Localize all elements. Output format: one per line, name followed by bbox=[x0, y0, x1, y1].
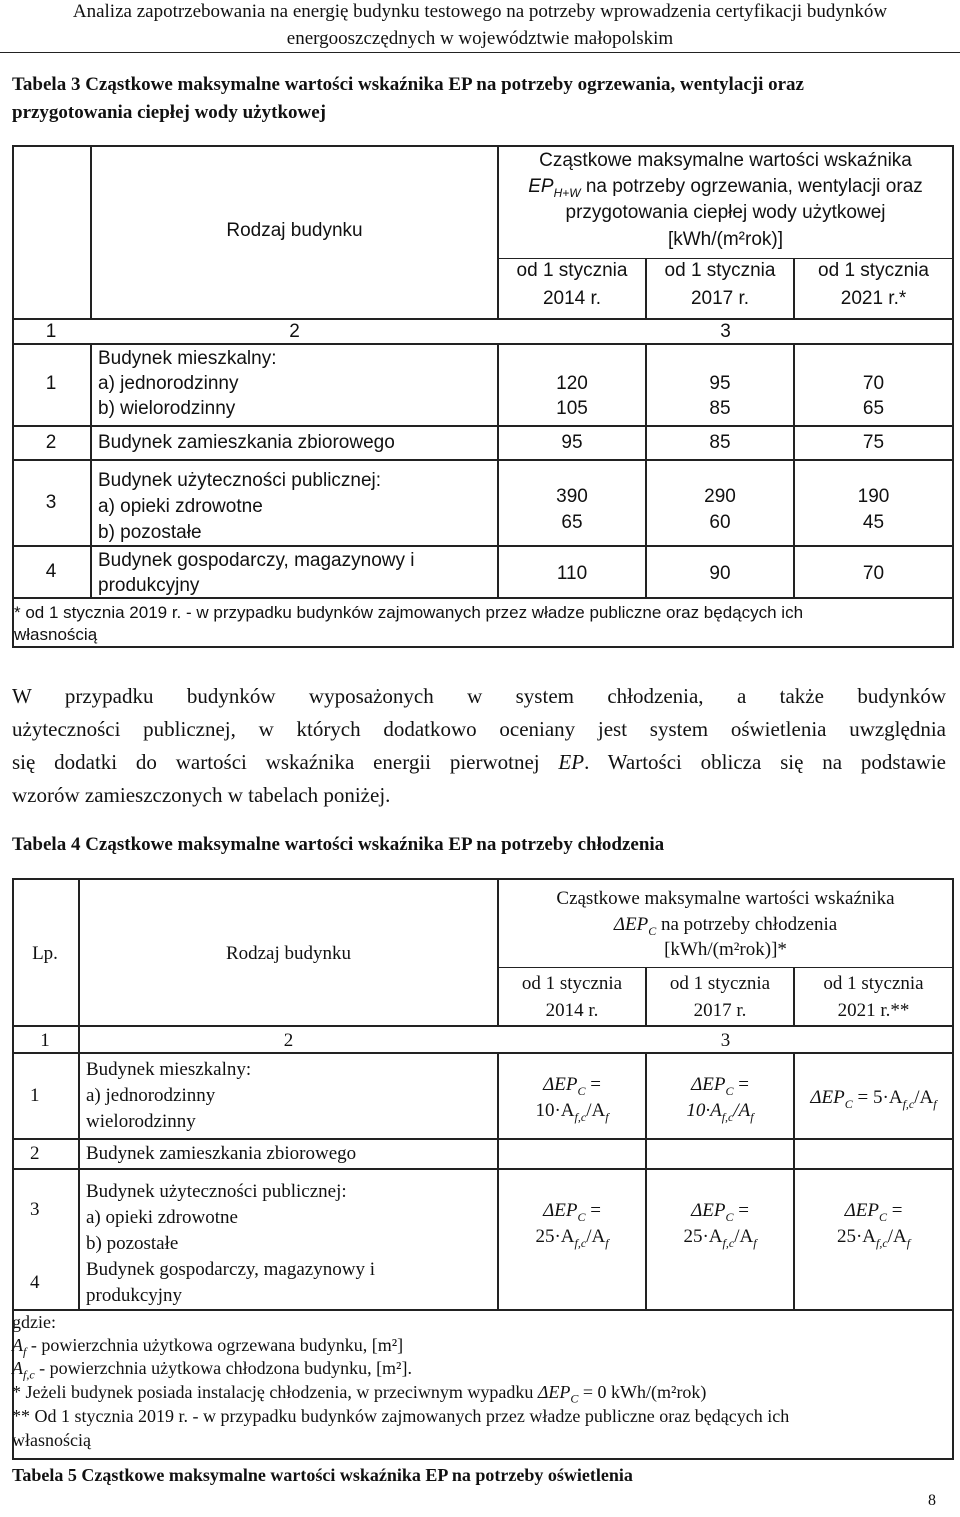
table4-group-line3: [kWh/(m²rok)]* bbox=[664, 939, 787, 960]
table3-row4-l1: Budynek gospodarczy, magazynowy i bbox=[98, 550, 415, 571]
table4-idx3: 3 bbox=[720, 1030, 731, 1051]
page-number: 8 bbox=[928, 1492, 936, 1509]
table3-r1-v2b: 85 bbox=[709, 398, 731, 419]
table4-r3-formula1-a: $\Delta EP_C$ = bbox=[543, 1200, 601, 1224]
table4-date2-l1: od 1 stycznia bbox=[669, 973, 771, 994]
table3-date1-l1: od 1 stycznia bbox=[516, 260, 628, 281]
table3-r3-v1a: 390 bbox=[556, 486, 588, 507]
table3-row1-l3: b) wielorodzinny bbox=[98, 398, 236, 419]
header-divider bbox=[0, 52, 960, 53]
table3-row2-num: 2 bbox=[45, 432, 57, 453]
table4-note-star2-line2: własnością bbox=[12, 1430, 91, 1450]
table3-date2-l1: od 1 stycznia bbox=[664, 260, 776, 281]
table3-row3-l1: Budynek użyteczności publicznej: bbox=[98, 470, 382, 491]
table3-idx3: 3 bbox=[720, 321, 731, 342]
table4-r3-formula1-b: $25\cdot A_{f,c}/A_f$ bbox=[535, 1226, 609, 1250]
table4-row1-l1: Budynek mieszkalny: bbox=[86, 1059, 252, 1080]
table3-row1-num: 1 bbox=[45, 373, 57, 394]
table3-row3-l2: a) opieki zdrowotne bbox=[98, 496, 263, 517]
table4-r3-formula2-b: $25\cdot A_{f,c}/A_f$ bbox=[683, 1226, 757, 1250]
table4-row4-l2: produkcyjny bbox=[86, 1285, 183, 1306]
table3-group-line2: $EP_{H+W}$ na potrzeby ogrzewania, wentylacji oraz bbox=[528, 176, 923, 200]
table3-idx1: 1 bbox=[45, 321, 57, 342]
paragraph-line3: się dodatki do wartości wskaźnika energii pierwotnej EP. Wartości oblicza się na podstawie bbox=[12, 750, 946, 774]
table4-col-lp: Lp. bbox=[32, 943, 58, 964]
table3-date3-l1: od 1 stycznia bbox=[818, 260, 929, 281]
body-paragraph bbox=[12, 680, 946, 812]
table3-row3-num: 3 bbox=[45, 492, 57, 513]
table3-group-line3: przygotowania ciepłej wody użytkowej bbox=[565, 202, 886, 223]
table3-col-type: Rodzaj budynku bbox=[226, 220, 363, 241]
table4-row3-l1: Budynek użyteczności publicznej: bbox=[86, 1181, 347, 1202]
table4-date2-l2: 2017 r. bbox=[693, 1000, 747, 1021]
table4-group-line1: Cząstkowe maksymalne wartości wskaźnika bbox=[556, 888, 895, 909]
table4-r3-formula3-a: $\Delta EP_C$ = bbox=[844, 1200, 903, 1224]
paragraph-line4: wzorów zamieszczonych w tabelach poniżej. bbox=[12, 783, 391, 807]
table4-row4-l1: Budynek gospodarczy, magazynowy i bbox=[86, 1259, 375, 1280]
table3-r4-v3: 70 bbox=[862, 563, 885, 584]
table3-row1-l2: a) jednorodzinny bbox=[98, 373, 239, 394]
table4-note-af: $A_f$ - powierzchnia użytkowa ogrzewana budynku, [m²] bbox=[12, 1335, 404, 1359]
table3-caption-line1: Tabela 3 Cząstkowe maksymalne wartości wskaźnika EP na potrzeby ogrzewania, wentylacji oraz bbox=[12, 74, 804, 95]
table3-date1-l2: 2014 r. bbox=[542, 288, 602, 309]
table3-r3-v2b: 60 bbox=[709, 512, 731, 533]
table4-note-gdzie: gdzie: bbox=[12, 1312, 56, 1332]
table4-idx1: 1 bbox=[40, 1030, 50, 1051]
table4-date3-l1: od 1 stycznia bbox=[823, 973, 924, 994]
running-header-line2: energooszczędnych w województwie małopolskim bbox=[286, 28, 674, 49]
table3-r2-v1: 95 bbox=[561, 432, 583, 453]
table3-r2-v3: 75 bbox=[862, 432, 885, 453]
paragraph-line2: użyteczności publicznej, w których dodatkowo oceniany jest system oświetlenia uwzględnia bbox=[12, 717, 946, 741]
table4-row1-l3: wielorodzinny bbox=[86, 1111, 196, 1132]
table3-idx2: 2 bbox=[289, 321, 300, 342]
table4-note-star1: * Jeżeli budynek posiada instalację chłodzenia, w przeciwnym wypadku $\Delta EP_C = 0$ kWh/(m²rok) bbox=[12, 1382, 707, 1406]
table4-row2-num: 2 bbox=[30, 1143, 40, 1164]
table3-date2-l2: 2017 r. bbox=[690, 288, 750, 309]
table4-date1-l2: 2014 r. bbox=[545, 1000, 599, 1021]
table4-date3-l2: 2021 r.** bbox=[837, 1000, 910, 1021]
table4-row1-l2: a) jednorodzinny bbox=[86, 1085, 216, 1106]
table4-row2-l1: Budynek zamieszkania zbiorowego bbox=[86, 1143, 357, 1164]
table3-r1-v1b: 105 bbox=[556, 398, 588, 419]
table3-row1-l1: Budynek mieszkalny: bbox=[98, 348, 277, 369]
table3-r3-v1b: 65 bbox=[561, 512, 583, 533]
table5-caption: Tabela 5 Cząstkowe maksymalne wartości wskaźnika EP na potrzeby oświetlenia bbox=[12, 1465, 633, 1485]
table4-date1-l1: od 1 stycznia bbox=[521, 973, 623, 994]
table4-note-star2: ** Od 1 stycznia 2019 r. - w przypadku budynków zajmowanych przez władze publiczne oraz będących ich bbox=[12, 1406, 790, 1426]
table4-row3-l3: b) pozostałe bbox=[86, 1233, 179, 1254]
table3-r3-v3b: 45 bbox=[862, 512, 885, 533]
table4-row3-num: 3 bbox=[30, 1199, 40, 1220]
table3-r4-v1: 110 bbox=[556, 563, 588, 584]
table4-r1-formula1-a: $\Delta EP_C$ = bbox=[543, 1074, 601, 1098]
table3-row3-l3: b) pozostałe bbox=[98, 522, 202, 543]
table3-r3-v3a: 190 bbox=[857, 486, 890, 507]
table4-r1-formula1-b: $10\cdot A_{f,c}/A_f$ bbox=[535, 1100, 609, 1124]
paragraph-line1: W przypadku budynków wyposażonych w system chłodzenia, a także budynków bbox=[12, 684, 946, 708]
table4-row1-num: 1 bbox=[30, 1085, 40, 1106]
table4-r1-formula2-a: $\Delta EP_C$ = bbox=[691, 1074, 749, 1098]
table4-r3-formula3-b: $25\cdot A_{f,c}/A_f$ bbox=[836, 1226, 911, 1250]
table3-footnote-line1: * od 1 stycznia 2019 r. - w przypadku budynków zajmowanych przez władze publiczne oraz będących ich bbox=[14, 603, 804, 622]
table3-r4-v2: 90 bbox=[709, 563, 731, 584]
table4-group-line2: $\Delta EP_C$ na potrzeby chłodzenia bbox=[613, 914, 838, 938]
table4-note-afc: $A_{f,c}$ - powierzchnia użytkowa chłodzona budynku, [m²]. bbox=[12, 1358, 412, 1382]
table3-caption-line2: przygotowania ciepłej wody użytkowej bbox=[12, 102, 326, 123]
table3-r3-v2a: 290 bbox=[704, 486, 736, 507]
table3-date3-l2: 2021 r.* bbox=[840, 288, 907, 309]
table3-group-line4: [kWh/(m²rok)] bbox=[667, 229, 784, 250]
table4-r1-formula2-b: $10\cdot A_{f,c}/A_f$ bbox=[686, 1100, 754, 1124]
running-header-line1: Analiza zapotrzebowania na energię budynku testowego na potrzeby wprowadzenia certyfikacji budynków bbox=[72, 1, 888, 22]
table3-r1-v1a: 120 bbox=[556, 373, 588, 394]
table4-r3-formula2-a: $\Delta EP_C$ = bbox=[691, 1200, 749, 1224]
table3-footnote-line2: własnością bbox=[14, 625, 98, 644]
table3-row4-l2: produkcyjny bbox=[98, 575, 200, 596]
table4-row4-num: 4 bbox=[30, 1272, 40, 1293]
table3-r1-v3b: 65 bbox=[862, 398, 885, 419]
table3-row2-l1: Budynek zamieszkania zbiorowego bbox=[98, 432, 395, 453]
table3-r2-v2: 85 bbox=[709, 432, 731, 453]
table3-group-line1: Cząstkowe maksymalne wartości wskaźnika bbox=[539, 150, 912, 171]
table4-r1-formula3: $\Delta EP_C = 5\cdot A_{f,c}/A_f$ bbox=[810, 1087, 937, 1111]
table3-r1-v2a: 95 bbox=[709, 373, 731, 394]
table3-row4-num: 4 bbox=[45, 561, 57, 582]
table4-row3-l2: a) opieki zdrowotne bbox=[86, 1207, 238, 1228]
table4-col-type: Rodzaj budynku bbox=[225, 943, 352, 964]
table4-caption: Tabela 4 Cząstkowe maksymalne wartości wskaźnika EP na potrzeby chłodzenia bbox=[12, 834, 665, 855]
table3-r1-v3a: 70 bbox=[862, 373, 885, 394]
table4-idx2: 2 bbox=[283, 1030, 294, 1051]
